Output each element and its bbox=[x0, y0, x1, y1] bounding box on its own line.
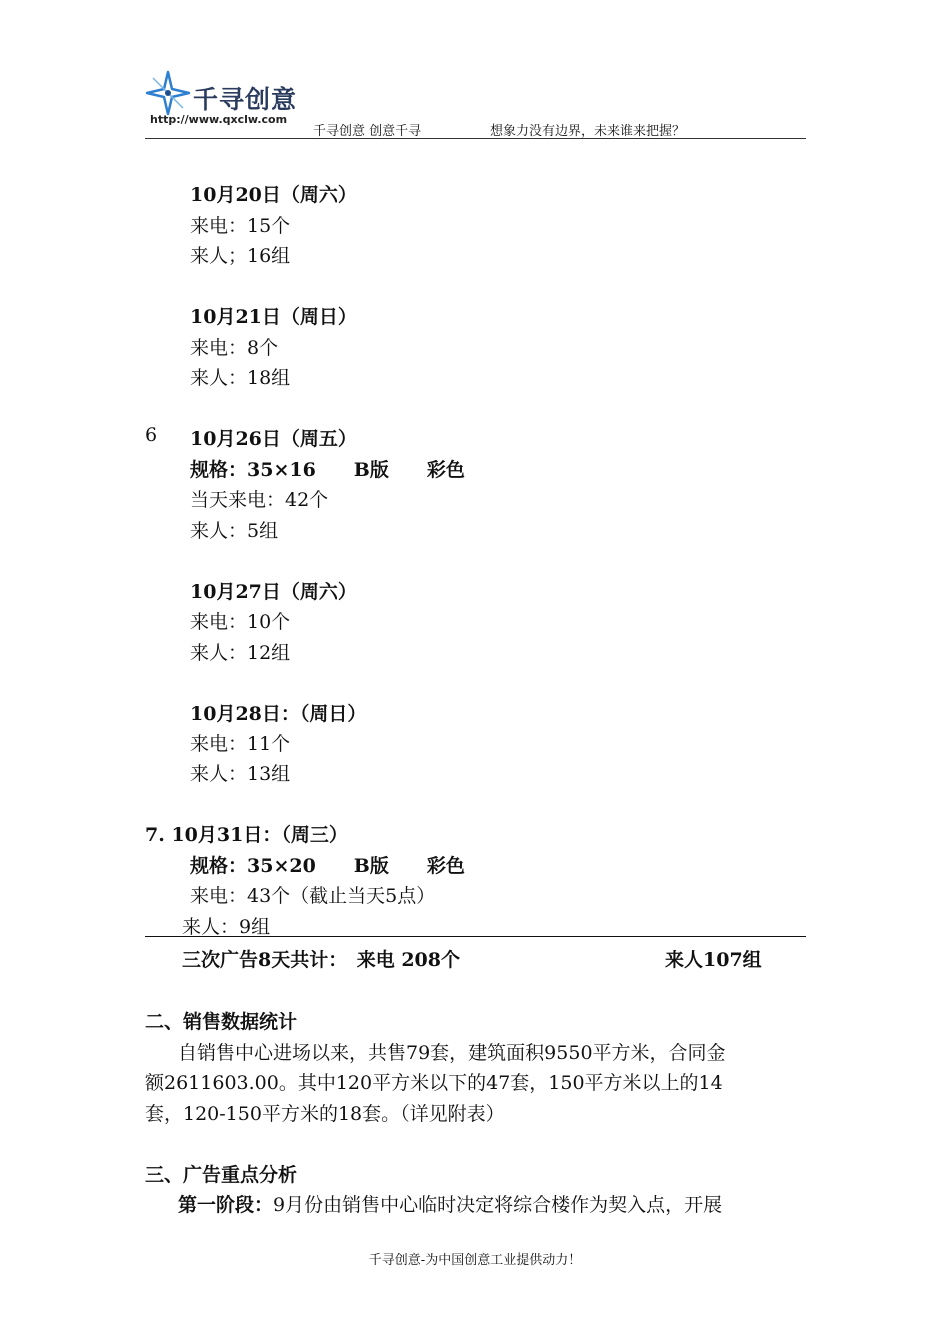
entry-visitors: 来人：13组 bbox=[190, 763, 291, 785]
entry-calls: 来电：15个 bbox=[190, 215, 291, 237]
paragraph-line: 套，120-150平方米的18套。（详见附表） bbox=[145, 1103, 505, 1125]
stage-text: 9月份由销售中心临时决定将综合楼作为契入点，开展 bbox=[273, 1194, 723, 1216]
entry-calls: 来电：10个 bbox=[190, 611, 291, 633]
stage-label: 第一阶段： bbox=[178, 1194, 274, 1216]
entry-title: 10月20日（周六） bbox=[190, 184, 357, 206]
header-slogan-right: 想象力没有边界，未来谁来把握？ bbox=[490, 124, 686, 139]
logo-star-icon bbox=[145, 70, 191, 116]
page-footer: 千寻创意-为中国创意工业提供动力！ bbox=[368, 1253, 582, 1268]
entry-title: 10月28日：（周日） bbox=[190, 703, 367, 725]
summary-total-visitors: 来人107组 bbox=[665, 949, 762, 971]
entry-spec: 规格：35×16 B版 彩色 bbox=[190, 459, 465, 481]
entry-visitors: 来人：18组 bbox=[190, 367, 291, 389]
summary-divider bbox=[145, 936, 806, 937]
paragraph-line: 自销售中心进场以来，共售79套，建筑面积9550平方米，合同金 bbox=[178, 1042, 726, 1064]
entry-visitors: 来人：5组 bbox=[190, 520, 279, 542]
entry-title: 10月21日（周日） bbox=[190, 306, 357, 328]
entry-calls: 来电：43个（截止当天5点） bbox=[190, 885, 436, 907]
entry-visitors: 来人；16组 bbox=[190, 245, 291, 267]
entry-calls: 当天来电：42个 bbox=[190, 489, 329, 511]
entry-title: 10月27日（周六） bbox=[190, 581, 357, 603]
entry-title: 7. 10月31日：（周三） bbox=[145, 824, 348, 846]
item-number: 6 bbox=[145, 424, 158, 446]
entry-title: 10月26日（周五） bbox=[190, 428, 357, 450]
entry-visitors: 来人：12组 bbox=[190, 642, 291, 664]
logo-url: http://www.qxclw.com bbox=[150, 113, 288, 126]
paragraph-line: 额2611603.00。其中120平方米以下的47套，150平方米以上的14 bbox=[145, 1072, 723, 1094]
logo-text: 千寻创意 bbox=[193, 85, 298, 114]
entry-calls: 来电：11个 bbox=[190, 733, 291, 755]
paragraph-line bbox=[178, 1190, 722, 1217]
summary-total-calls: 三次广告8天共计： 来电 208个 bbox=[182, 949, 460, 971]
entry-calls: 来电：8个 bbox=[190, 337, 279, 359]
header-slogan-left: 千寻创意 创意千寻 bbox=[313, 124, 422, 139]
entry-visitors: 来人：9组 bbox=[182, 916, 271, 938]
entry-spec: 规格：35×20 B版 彩色 bbox=[190, 855, 465, 877]
header-divider bbox=[145, 138, 806, 139]
section-heading: 二、销售数据统计 bbox=[145, 1011, 298, 1033]
section-heading: 三、广告重点分析 bbox=[145, 1164, 298, 1186]
